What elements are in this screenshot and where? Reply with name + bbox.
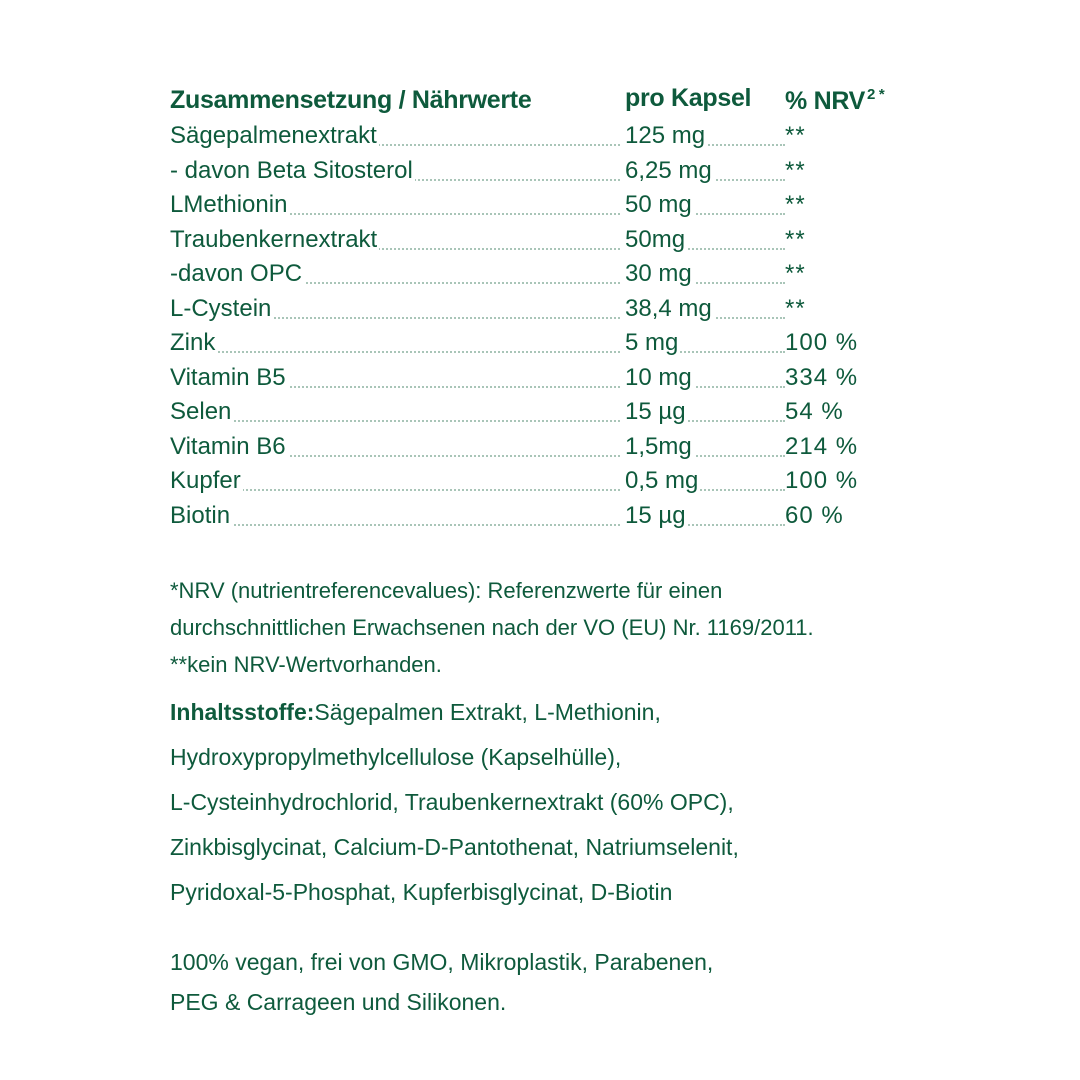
vegan-line-1: 100% vegan, frei von GMO, Mikroplastik, Parabenen, — [170, 949, 714, 975]
ingredients-label: Inhaltsstoffe: — [170, 699, 315, 725]
nutrient-name: LMethionin — [170, 191, 288, 218]
nutrient-nrv: ** — [785, 191, 806, 218]
nutrient-nrv: ** — [785, 294, 806, 322]
nutrient-nrv: 54 % — [785, 398, 844, 425]
ingredients-line-3: L-Cysteinhydrochlorid, Traubenkernextrakt (60% OPC), — [170, 789, 734, 815]
table-body — [170, 120, 910, 534]
nutrient-name: Vitamin B5 — [170, 363, 286, 391]
table-row — [170, 465, 910, 500]
nutrient-amount: 0,5 mg — [625, 467, 699, 494]
ingredients-section — [170, 690, 739, 915]
nutrient-name: Kupfer — [170, 467, 241, 494]
nutrient-name: -davon OPC — [170, 260, 303, 287]
table-row — [170, 155, 910, 190]
nutrient-name: Traubenkernextrakt — [170, 225, 378, 253]
nutrient-name: Sägepalmenextrakt — [170, 122, 377, 149]
nutrient-amount: 15 µg — [625, 398, 686, 425]
nutrient-name: Vitamin B6 — [170, 432, 286, 460]
table-row — [170, 396, 910, 431]
table-row — [170, 362, 910, 397]
nutrient-amount: 6,25 mg — [625, 156, 712, 184]
nutrient-amount: 125 mg — [625, 122, 706, 149]
ingredients-line-5: Pyridoxal-5-Phosphat, Kupferbisglycinat, D-Biotin — [170, 879, 673, 905]
ingredients-line-2: Hydroxypropylmethylcellulose (Kapselhülle), — [170, 744, 622, 770]
nutrient-amount: 30 mg — [625, 260, 692, 287]
header-composition: Zusammensetzung / Nährwerte — [170, 86, 532, 114]
header-nrv — [785, 86, 884, 116]
nutrient-amount: 1,5mg — [625, 432, 692, 460]
header-nrv-label: % NRV — [785, 87, 866, 115]
table-header — [170, 82, 910, 120]
nutrient-nrv: ** — [785, 156, 806, 184]
nutrient-amount: 50 mg — [625, 191, 692, 218]
dot-leader — [170, 351, 620, 353]
footnote-nrv-definition: *NRV (nutrientreferencevalues): Referenzwerte für einen — [170, 578, 723, 603]
footnote-nrv-definition-cont: durchschnittlichen Erwachsenen nach der VO (EU) Nr. 1169/2011. — [170, 615, 814, 640]
table-row — [170, 500, 910, 535]
nutrient-nrv: 60 % — [785, 501, 844, 529]
table-row — [170, 120, 910, 155]
table-row — [170, 327, 910, 362]
nutrient-name: - davon Beta Sitosterol — [170, 156, 413, 184]
vegan-line-2: PEG & Carrageen und Silikonen. — [170, 989, 507, 1015]
nutrient-nrv: ** — [785, 260, 806, 287]
nutrient-amount: 15 µg — [625, 501, 686, 529]
header-per-capsule: pro Kapsel — [625, 84, 752, 112]
nutrient-name: Zink — [170, 329, 216, 356]
nutrient-amount: 50mg — [625, 225, 686, 253]
table-row — [170, 258, 910, 293]
nutrient-amount: 38,4 mg — [625, 294, 712, 322]
table-row — [170, 224, 910, 259]
nutrient-nrv: 334 % — [785, 363, 859, 391]
dot-leader — [170, 524, 620, 526]
nutrient-amount: 10 mg — [625, 363, 692, 391]
footnote-no-nrv: **kein NRV-Wertvorhanden. — [170, 652, 442, 677]
table-row — [170, 293, 910, 328]
table-row — [170, 189, 910, 224]
header-nrv-superscript: 2 * — [867, 86, 885, 103]
ingredients-line-1 — [170, 690, 739, 735]
ingredients-text-1: Sägepalmen Extrakt, L-Methionin, — [314, 699, 661, 725]
nutrient-name: Selen — [170, 398, 232, 425]
nutrient-table — [170, 82, 910, 534]
table-row — [170, 431, 910, 466]
footnotes — [170, 572, 814, 683]
ingredients-line-4: Zinkbisglycinat, Calcium-D-Pantothenat, Natriumselenit, — [170, 834, 739, 860]
nutrient-nrv: ** — [785, 225, 806, 253]
nutrient-amount: 5 mg — [625, 329, 679, 356]
dot-leader — [170, 420, 620, 422]
nutrient-nrv: 214 % — [785, 432, 859, 460]
vegan-statement — [170, 942, 713, 1022]
nutrient-nrv: ** — [785, 122, 806, 149]
nutrient-nrv: 100 % — [785, 329, 859, 356]
nutrient-name: L-Cystein — [170, 294, 272, 322]
nutrient-nrv: 100 % — [785, 467, 859, 494]
nutrient-name: Biotin — [170, 501, 231, 529]
